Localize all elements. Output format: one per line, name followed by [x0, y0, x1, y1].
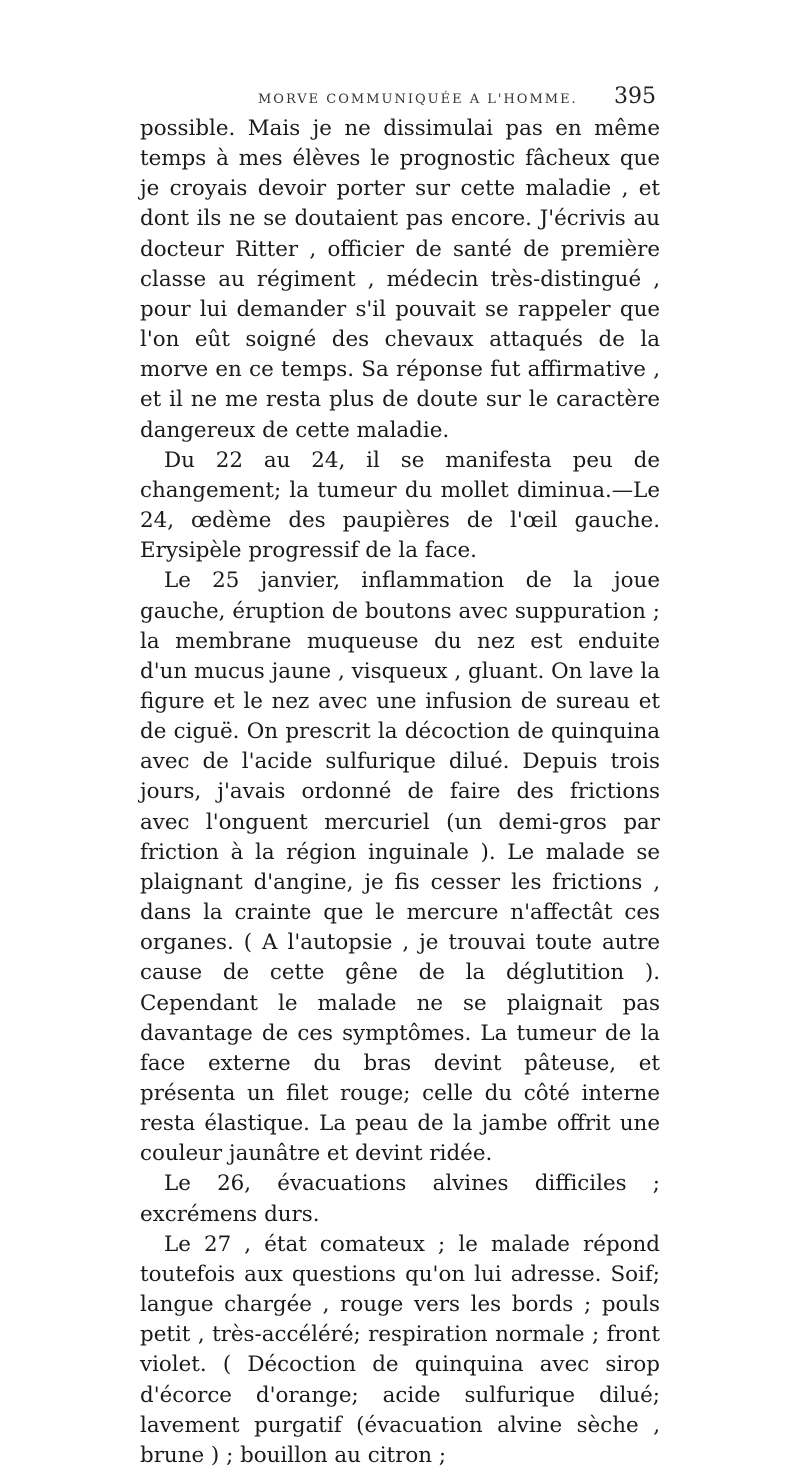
page-number: 395 — [614, 84, 656, 109]
running-title: MORVE COMMUNIQUÉE A L'HOMME. — [258, 92, 578, 107]
paragraph-day-25: Le 25 janvier, inflammation de la joue gauche, éruption de boutons avec suppuration ; la membrane muqueuse du nez est enduite d'un mucus jaune , visqueux , gluant. On lave la figure et le nez avec une infusion de sureau et de ciguë. On prescrit la décoction de quinquina avec de l'acide sulfurique dilué. Depuis trois jours, j'avais ordonné de faire des frictions avec l'onguent mercuriel (un demi-gros par friction à la région inguinale ). Le malade se plaignant d'angine, je fis cesser les frictions , dans la crainte que le mercure n'affectât ces organes. ( A l'autopsie , je trouvai toute autre cause de cette gêne de la déglutition ). Cependant le malade ne se plaignait pas davantage de ces symptômes. La tumeur de la face externe du bras devint pâteuse, et présenta un filet rouge; celle du côté interne resta élastique. La peau de la jambe offrit une couleur jaunâtre et devint ridée. — [140, 568, 660, 1167]
running-head — [140, 84, 656, 114]
paragraph-continued: possible. Mais je ne dissimulai pas en même temps à mes élèves le prognostic fâcheux que je croyais devoir porter sur cette maladie , et dont ils ne se doutaient pas encore. J'écrivis au docteur Ritter , officier de santé de première classe au régiment , médecin très-distingué , pour lui demander s'il pouvait se rappeler que l'on eût soigné des chevaux attaqués de la morve en ce temps. Sa réponse fut affirmative , et il ne me resta plus de doute sur le caractère dangereux de cette maladie. — [140, 116, 660, 443]
paragraph-day-22-24: Du 22 au 24, il se manifesta peu de changement; la tumeur du mollet diminua.—Le 24, œdème des paupières de l'œil gauche. Erysipèle progressif de la face. — [140, 447, 660, 564]
paragraph-day-27: Le 27 , état comateux ; le malade répond toutefois aux questions qu'on lui adresse. Soif; langue chargée , rouge vers les bords ; pouls petit , très-accéléré; respiration normale ; front violet. ( Décoction de quinquina avec sirop d'écorce d'orange; acide sulfurique dilué; lavement purgatif (évacuation alvine sèche , brune ) ; bouillon au citron ; — [140, 1231, 660, 1468]
body-text — [140, 114, 660, 1471]
paragraph-day-26: Le 26, évacuations alvines difficiles ; excrémens durs. — [140, 1171, 660, 1227]
